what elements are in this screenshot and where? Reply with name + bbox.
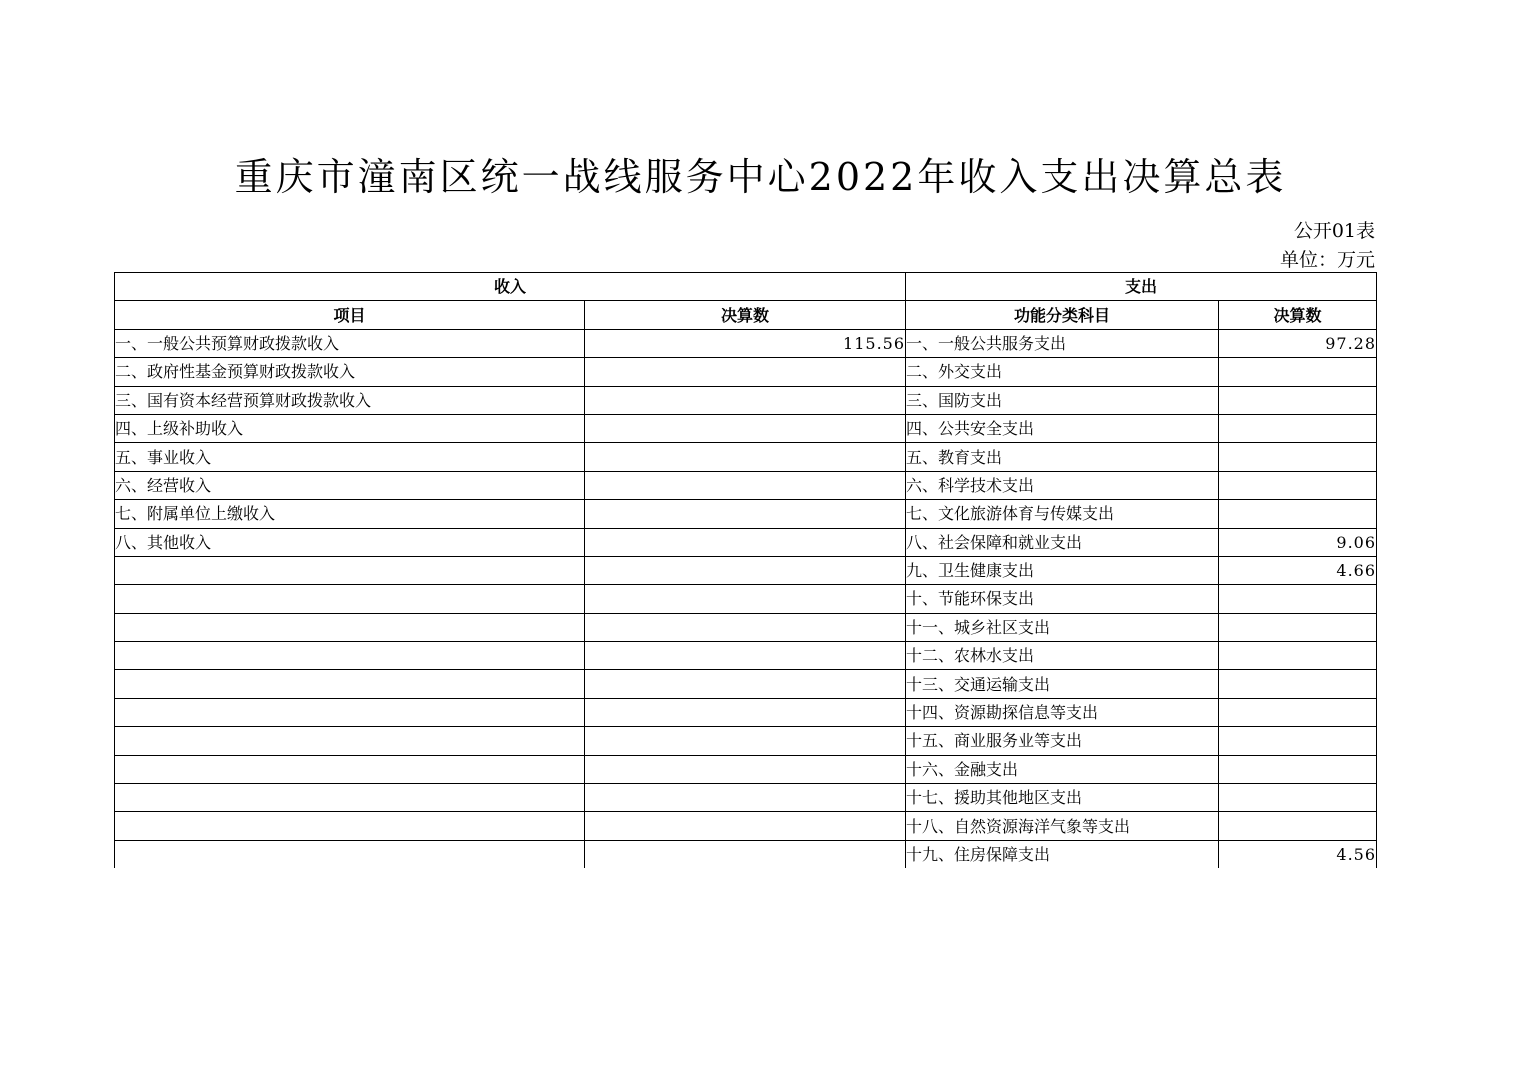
income-item-cell [115, 727, 585, 755]
header-row-groups [115, 273, 1377, 301]
income-item-cell [115, 698, 585, 726]
income-item-cell: 一、一般公共预算财政拨款收入 [115, 329, 585, 357]
expense-item-cell: 三、国防支出 [906, 386, 1219, 414]
income-item-cell: 五、事业收入 [115, 443, 585, 471]
table-row [115, 556, 1377, 584]
income-amount-cell [585, 471, 906, 499]
expense-item-cell: 十三、交通运输支出 [906, 670, 1219, 698]
expense-item-cell: 一、一般公共服务支出 [906, 329, 1219, 357]
expense-amount-cell [1219, 755, 1377, 783]
expense-amount-cell [1219, 727, 1377, 755]
expense-amount-cell [1219, 698, 1377, 726]
expense-item-cell: 五、教育支出 [906, 443, 1219, 471]
table-row [115, 329, 1377, 357]
income-amount-cell [585, 784, 906, 812]
expense-amount-cell [1219, 414, 1377, 442]
table-row [115, 585, 1377, 613]
table-row [115, 727, 1377, 755]
expense-amount-cell [1219, 642, 1377, 670]
income-amount-cell [585, 840, 906, 868]
expense-item-cell: 十五、商业服务业等支出 [906, 727, 1219, 755]
income-amount-cell [585, 528, 906, 556]
expense-item-cell: 七、文化旅游体育与传媒支出 [906, 500, 1219, 528]
expense-item-cell: 十六、金融支出 [906, 755, 1219, 783]
expense-amount-cell [1219, 670, 1377, 698]
income-amount-cell: 115.56 [585, 329, 906, 357]
expense-item-cell: 六、科学技术支出 [906, 471, 1219, 499]
expense-amount-cell [1219, 613, 1377, 641]
expense-item-cell: 十四、资源勘探信息等支出 [906, 698, 1219, 726]
header-row-columns [115, 301, 1377, 329]
income-amount-cell [585, 443, 906, 471]
income-amount-cell [585, 613, 906, 641]
income-amount-cell [585, 556, 906, 584]
expense-amount-cell: 4.66 [1219, 556, 1377, 584]
table-row [115, 642, 1377, 670]
income-item-cell [115, 840, 585, 868]
table-row [115, 414, 1377, 442]
table-row [115, 670, 1377, 698]
income-amount-cell [585, 642, 906, 670]
table-row [115, 471, 1377, 499]
table-body [115, 329, 1377, 868]
expense-amount-cell: 9.06 [1219, 528, 1377, 556]
income-item-cell [115, 585, 585, 613]
expense-amount-cell [1219, 500, 1377, 528]
income-amount-header: 决算数 [585, 301, 906, 329]
income-item-cell [115, 642, 585, 670]
expense-amount-cell [1219, 386, 1377, 414]
income-item-cell: 七、附属单位上缴收入 [115, 500, 585, 528]
form-number: 公开01表 [1293, 220, 1375, 242]
table-row [115, 358, 1377, 386]
income-item-header: 项目 [115, 301, 585, 329]
expense-item-cell: 四、公共安全支出 [906, 414, 1219, 442]
income-amount-cell [585, 358, 906, 386]
income-item-cell [115, 613, 585, 641]
expense-item-cell: 十八、自然资源海洋气象等支出 [906, 812, 1219, 840]
expense-amount-cell [1219, 471, 1377, 499]
income-item-cell [115, 670, 585, 698]
expense-item-cell: 八、社会保障和就业支出 [906, 528, 1219, 556]
income-amount-cell [585, 585, 906, 613]
expense-amount-cell: 4.56 [1219, 840, 1377, 868]
expense-item-cell: 十、节能环保支出 [906, 585, 1219, 613]
expense-amount-cell [1219, 358, 1377, 386]
income-item-cell: 八、其他收入 [115, 528, 585, 556]
income-item-cell: 四、上级补助收入 [115, 414, 585, 442]
expense-item-cell: 十九、住房保障支出 [906, 840, 1219, 868]
expense-group-header: 支出 [906, 273, 1377, 301]
unit-label: 单位：万元 [1279, 249, 1375, 271]
expense-amount-cell [1219, 812, 1377, 840]
income-item-cell [115, 784, 585, 812]
income-item-cell [115, 812, 585, 840]
income-item-cell: 二、政府性基金预算财政拨款收入 [115, 358, 585, 386]
table-row [115, 698, 1377, 726]
expense-item-cell: 九、卫生健康支出 [906, 556, 1219, 584]
income-item-cell: 三、国有资本经营预算财政拨款收入 [115, 386, 585, 414]
income-amount-cell [585, 698, 906, 726]
table-row [115, 755, 1377, 783]
table-row [115, 528, 1377, 556]
expense-item-header: 功能分类科目 [906, 301, 1219, 329]
table-row [115, 386, 1377, 414]
expense-amount-cell [1219, 585, 1377, 613]
income-item-cell: 六、经营收入 [115, 471, 585, 499]
expense-amount-header: 决算数 [1219, 301, 1377, 329]
table-row [115, 784, 1377, 812]
income-amount-cell [585, 386, 906, 414]
expense-item-cell: 二、外交支出 [906, 358, 1219, 386]
expense-amount-cell [1219, 784, 1377, 812]
table-row [115, 500, 1377, 528]
page-title: 重庆市潼南区统一战线服务中心2022年收入支出决算总表 [234, 155, 1287, 199]
expense-item-cell: 十七、援助其他地区支出 [906, 784, 1219, 812]
expense-item-cell: 十二、农林水支出 [906, 642, 1219, 670]
expense-amount-cell [1219, 443, 1377, 471]
income-amount-cell [585, 812, 906, 840]
income-amount-cell [585, 727, 906, 755]
expense-amount-cell: 97.28 [1219, 329, 1377, 357]
income-item-cell [115, 556, 585, 584]
income-group-header: 收入 [115, 273, 906, 301]
table-row [115, 840, 1377, 868]
income-amount-cell [585, 414, 906, 442]
income-amount-cell [585, 670, 906, 698]
income-amount-cell [585, 500, 906, 528]
table-row [115, 613, 1377, 641]
expense-item-cell: 十一、城乡社区支出 [906, 613, 1219, 641]
table-row [115, 443, 1377, 471]
income-item-cell [115, 755, 585, 783]
budget-table [114, 272, 1377, 868]
income-amount-cell [585, 755, 906, 783]
table-row [115, 812, 1377, 840]
